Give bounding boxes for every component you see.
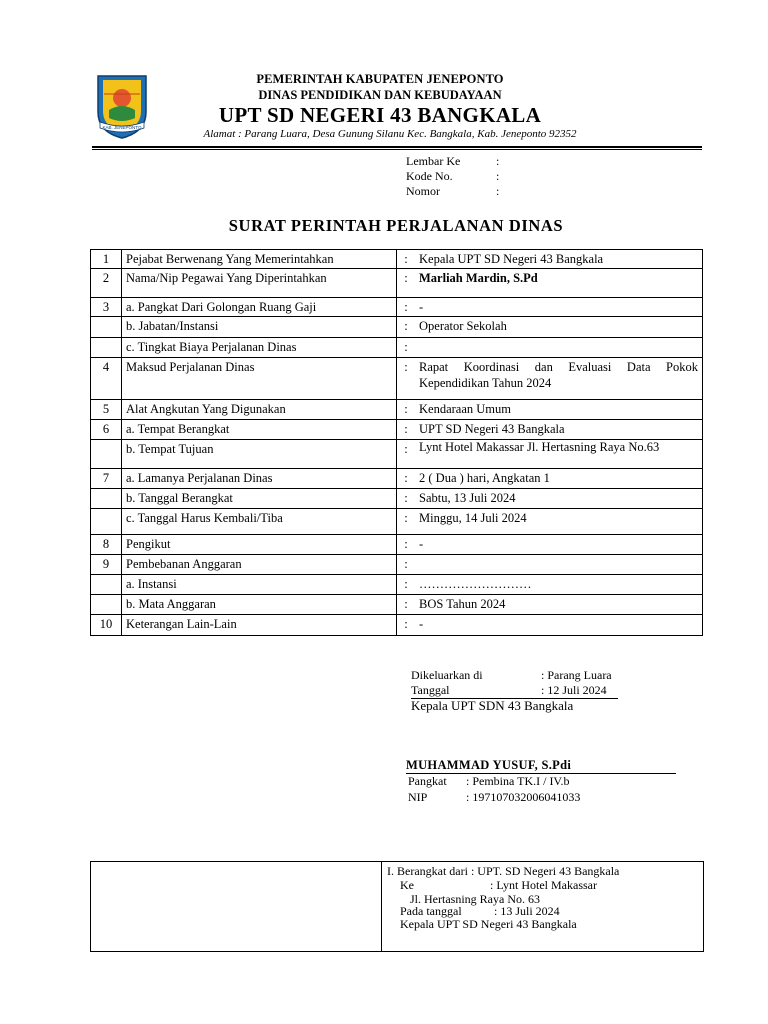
departure-signer: Kepala UPT SD Negeri 43 Bangkala <box>400 917 577 931</box>
row-number: 5 <box>91 400 122 420</box>
row-value: BOS Tahun 2024 <box>415 595 703 615</box>
table-row <box>91 575 703 595</box>
school-address: Alamat : Parang Luara, Desa Gunung Silanu Kec. Bangkala, Kab. Jeneponto 92352 <box>203 128 577 140</box>
row-value: Marliah Mardin, S.Pd <box>415 269 703 298</box>
document-title: SURAT PERINTAH PERJALANAN DINAS <box>228 216 564 235</box>
row-number: 9 <box>91 555 122 575</box>
meta-row-lembar <box>406 154 499 169</box>
row-separator: : <box>397 269 416 298</box>
row-separator: : <box>397 317 416 338</box>
row-number: 1 <box>91 250 122 269</box>
row-separator: : <box>397 298 416 317</box>
row-value: Sabtu, 13 Juli 2024 <box>415 489 703 509</box>
row-label: b. Tempat Tujuan <box>122 440 397 469</box>
row-value: Kepala UPT SD Negeri 43 Bangkala <box>415 250 703 269</box>
table-row <box>91 440 703 469</box>
departure-to <box>400 878 597 892</box>
letterhead-rule-thick <box>92 146 702 148</box>
row-label: Pengikut <box>122 535 397 555</box>
row-label: b. Mata Anggaran <box>122 595 397 615</box>
row-separator: : <box>397 489 416 509</box>
row-separator: : <box>397 420 416 440</box>
departure-date <box>400 904 560 918</box>
row-label: a. Instansi <box>122 575 397 595</box>
row-label: a. Pangkat Dari Golongan Ruang Gaji <box>122 298 397 317</box>
table-row <box>91 338 703 358</box>
row-separator: : <box>397 575 416 595</box>
letterhead-rule-thin <box>92 149 702 150</box>
table-row <box>91 489 703 509</box>
row-label: c. Tingkat Biaya Perjalanan Dinas <box>122 338 397 358</box>
table-row <box>91 469 703 489</box>
issued-date-value: : 12 Juli 2024 <box>541 683 607 697</box>
row-value: Kendaraan Umum <box>415 400 703 420</box>
row-value: 2 ( Dua ) hari, Angkatan 1 <box>415 469 703 489</box>
issued-place-value: : Parang Luara <box>541 668 612 682</box>
rank-value: : Pembina TK.I / IV.b <box>466 774 570 788</box>
table-row <box>91 400 703 420</box>
departure-from: I. Berangkat dari : UPT. SD Negeri 43 Bangkala <box>387 864 620 878</box>
table-row <box>91 615 703 636</box>
issuer-position: Kepala UPT SDN 43 Bangkala <box>411 698 574 713</box>
row-label: Keterangan Lain-Lain <box>122 615 397 636</box>
row-separator: : <box>397 615 416 636</box>
row-separator: : <box>397 400 416 420</box>
row-label: Pembebanan Anggaran <box>122 555 397 575</box>
row-value <box>415 555 703 575</box>
issued-date-label: Tanggal <box>411 683 450 697</box>
row-number: 8 <box>91 535 122 555</box>
issued-place-label: Dikeluarkan di <box>411 668 483 682</box>
row-number <box>91 317 122 338</box>
row-number <box>91 595 122 615</box>
row-separator: : <box>397 535 416 555</box>
row-label: b. Jabatan/Instansi <box>122 317 397 338</box>
signatory-name: MUHAMMAD YUSUF, S.Pdi <box>406 758 676 774</box>
issued-place <box>411 668 612 683</box>
departure-address: Jl. Hertasning Raya No. 63 <box>410 892 540 906</box>
meta-label: Kode No. <box>406 169 453 183</box>
row-number <box>91 489 122 509</box>
row-value: Operator Sekolah <box>415 317 703 338</box>
row-label: a. Tempat Berangkat <box>122 420 397 440</box>
table-row <box>91 358 703 400</box>
row-label: b. Tanggal Berangkat <box>122 489 397 509</box>
table-row <box>91 535 703 555</box>
row-value: Minggu, 14 Juli 2024 <box>415 509 703 535</box>
row-separator: : <box>397 338 416 358</box>
row-separator: : <box>397 440 416 469</box>
table-row <box>91 595 703 615</box>
table-row <box>91 269 703 298</box>
meta-label: Nomor <box>406 184 440 198</box>
table-row <box>91 298 703 317</box>
row-number: 3 <box>91 298 122 317</box>
signatory-rank <box>408 774 570 789</box>
row-label: Pejabat Berwenang Yang Memerintahkan <box>122 250 397 269</box>
row-value: UPT SD Negeri 43 Bangkala <box>415 420 703 440</box>
table-row <box>91 317 703 338</box>
row-label: c. Tanggal Harus Kembali/Tiba <box>122 509 397 535</box>
government-heading: PEMERINTAH KABUPATEN JENEPONTO <box>256 72 504 86</box>
row-value: ……………………… <box>415 575 703 595</box>
row-value: - <box>415 298 703 317</box>
meta-value: : <box>496 184 500 198</box>
row-number <box>91 338 122 358</box>
issued-date <box>411 683 618 699</box>
meta-row-nomor <box>406 184 499 199</box>
meta-value: : <box>496 154 500 168</box>
school-name: UPT SD NEGERI 43 BANGKALA <box>218 103 542 127</box>
table-row <box>91 250 703 269</box>
signatory-nip <box>408 790 580 805</box>
row-label: a. Lamanya Perjalanan Dinas <box>122 469 397 489</box>
row-value: Rapat Koordinasi dan Evaluasi Data Pokok Kependidikan Tahun 2024 <box>415 358 703 400</box>
department-heading: DINAS PENDIDIKAN DAN KEBUDAYAAN <box>258 88 502 102</box>
nip-label: NIP <box>408 790 428 804</box>
row-separator: : <box>397 358 416 400</box>
departure-date-value: : 13 Juli 2024 <box>494 904 560 918</box>
row-separator: : <box>397 469 416 489</box>
meta-row-kode <box>406 169 499 184</box>
logo-caption: KAB. JENEPONTO <box>102 125 142 130</box>
row-value: - <box>415 615 703 636</box>
row-number <box>91 509 122 535</box>
row-label: Maksud Perjalanan Dinas <box>122 358 397 400</box>
meta-label: Lembar Ke <box>406 154 461 168</box>
departure-date-label: Pada tanggal <box>400 904 462 918</box>
row-value <box>415 338 703 358</box>
meta-value: : <box>496 169 500 183</box>
departure-box-divider <box>381 861 382 951</box>
row-separator: : <box>397 250 416 269</box>
row-value: - <box>415 535 703 555</box>
row-separator: : <box>397 595 416 615</box>
rank-label: Pangkat <box>408 774 447 788</box>
departure-to-value: : Lynt Hotel Makassar <box>490 878 597 892</box>
row-separator: : <box>397 509 416 535</box>
travel-order-table <box>90 249 703 636</box>
row-label: Alat Angkutan Yang Digunakan <box>122 400 397 420</box>
row-number: 7 <box>91 469 122 489</box>
row-number <box>91 575 122 595</box>
row-number: 4 <box>91 358 122 400</box>
regency-logo <box>94 72 150 140</box>
row-number: 2 <box>91 269 122 298</box>
row-number: 10 <box>91 615 122 636</box>
nip-value: : 197107032006041033 <box>466 790 581 804</box>
row-number: 6 <box>91 420 122 440</box>
departure-to-label: Ke <box>400 878 414 892</box>
row-label: Nama/Nip Pegawai Yang Diperintahkan <box>122 269 397 298</box>
row-number <box>91 440 122 469</box>
row-separator: : <box>397 555 416 575</box>
table-row <box>91 555 703 575</box>
table-row <box>91 509 703 535</box>
row-value: Lynt Hotel Makassar Jl. Hertasning Raya No.63 <box>415 440 703 469</box>
table-row <box>91 420 703 440</box>
